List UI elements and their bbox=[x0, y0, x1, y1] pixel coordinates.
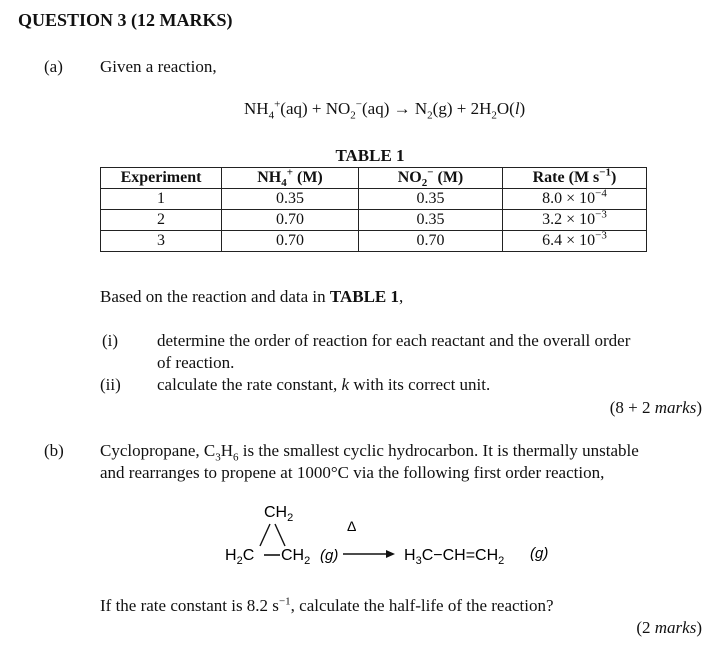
cell-rate bbox=[503, 189, 647, 210]
scheme-phase-reactant: (g) bbox=[320, 547, 339, 564]
part-b-line1-pre: Cyclopropane, C bbox=[100, 441, 216, 460]
cell-exp: 2 bbox=[101, 210, 222, 231]
eq-p2-end: ) bbox=[519, 99, 526, 118]
based-on-text bbox=[100, 287, 403, 307]
based-on-post: , bbox=[399, 287, 404, 306]
header-rate-end: ) bbox=[611, 169, 617, 186]
scheme-phase-product: (g) bbox=[530, 545, 549, 562]
scheme-right-ch2: $CH_2$ bbox=[281, 547, 311, 567]
part-b-marks-end: ) bbox=[696, 618, 702, 637]
cell-rate-base: 6.4 × 10 bbox=[542, 232, 596, 249]
cell-no2: 0.35 bbox=[359, 210, 503, 231]
table-header-row bbox=[101, 168, 647, 189]
ring-bond-right bbox=[275, 524, 285, 546]
eq-r1: NH bbox=[244, 99, 269, 118]
eq-p2-liquid: l bbox=[514, 99, 520, 118]
cell-nh4: 0.70 bbox=[222, 210, 359, 231]
table-row bbox=[101, 231, 647, 252]
sub-i-line2: of reaction. bbox=[157, 353, 235, 372]
part-b-question bbox=[100, 596, 554, 616]
eq-p2-tail: O( bbox=[496, 99, 515, 118]
eq-r1-sub: 4 bbox=[268, 109, 275, 122]
part-b-question-sup: −1 bbox=[278, 595, 291, 608]
eq-r2-sub: 2 bbox=[350, 109, 356, 122]
part-a-marks-num: (8 + 2 bbox=[609, 398, 655, 417]
header-no2-base: NO bbox=[397, 169, 422, 186]
scheme-top-ch: $CH_2$ bbox=[264, 504, 294, 524]
cell-no2: 0.70 bbox=[359, 231, 503, 252]
part-a-marks-word: marks bbox=[654, 398, 697, 417]
part-b-marks-num: (2 bbox=[636, 618, 655, 637]
cell-rate-base: 8.0 × 10 bbox=[542, 190, 596, 207]
sub-i-line1: determine the order of reaction for each reactant and the overall order bbox=[157, 331, 631, 350]
header-rate-sup: −1 bbox=[599, 166, 612, 179]
cell-rate-exp: −4 bbox=[595, 187, 607, 200]
header-nh4-sup: + bbox=[286, 166, 293, 179]
part-b-line1 bbox=[100, 441, 639, 464]
part-b-line2: and rearranges to propene at 1000°C via the following first order reaction, bbox=[100, 463, 605, 482]
part-a-marks-end: ) bbox=[696, 398, 702, 417]
scheme-product: $H_3C-CH=CH_2$ bbox=[404, 547, 505, 567]
header-nh4-sub: 4 bbox=[281, 177, 287, 190]
part-b-mid: H bbox=[220, 441, 233, 460]
cell-nh4: 0.35 bbox=[222, 189, 359, 210]
header-no2 bbox=[359, 168, 503, 189]
part-b-sub2: 6 bbox=[232, 451, 239, 464]
header-nh4-unit: (M) bbox=[293, 169, 323, 186]
header-rate bbox=[503, 168, 647, 189]
header-experiment: Experiment bbox=[101, 168, 222, 189]
part-b-marks-word: marks bbox=[654, 618, 697, 637]
sub-ii-pre: calculate the rate constant, bbox=[157, 375, 342, 394]
part-a-label: (a) bbox=[44, 57, 63, 76]
question-title: QUESTION 3 (12 MARKS) bbox=[18, 10, 233, 30]
part-b-question-post: , calculate the half-life of the reaction? bbox=[290, 596, 554, 615]
cell-no2: 0.35 bbox=[359, 189, 503, 210]
cell-rate-exp: −3 bbox=[595, 208, 607, 221]
part-a-intro: Given a reaction, bbox=[100, 57, 217, 76]
table-row bbox=[101, 210, 647, 231]
sub-i-label: (i) bbox=[102, 331, 119, 350]
eq-r2-sup: − bbox=[355, 98, 363, 111]
ring-bond-left bbox=[260, 524, 270, 546]
cell-rate-exp: −3 bbox=[595, 229, 607, 242]
arrow-head bbox=[386, 550, 395, 558]
reaction-equation bbox=[244, 98, 526, 122]
scheme-left-h2c: $H_2C$ bbox=[225, 547, 255, 567]
header-rate-base: Rate (M s bbox=[532, 169, 600, 186]
cell-nh4: 0.70 bbox=[222, 231, 359, 252]
header-nh4-base: NH bbox=[257, 169, 282, 186]
part-b-question-pre: If the rate constant is 8.2 s bbox=[100, 596, 279, 615]
cell-rate bbox=[503, 231, 647, 252]
eq-p2-sub: 2 bbox=[491, 109, 497, 122]
eq-p1-state: (g) + 2H bbox=[432, 99, 492, 118]
header-no2-sub: 2 bbox=[421, 177, 428, 190]
sub-ii-k: k bbox=[341, 375, 350, 394]
table-row bbox=[101, 189, 647, 210]
part-a-marks bbox=[610, 398, 702, 418]
header-no2-unit: (M) bbox=[433, 169, 464, 186]
part-b-line1-post: is the smallest cyclic hydrocarbon. It is thermally unstable bbox=[238, 441, 639, 460]
part-b-marks bbox=[636, 618, 702, 638]
based-on-bold: TABLE 1 bbox=[329, 287, 400, 306]
eq-p1-sub: 2 bbox=[427, 109, 433, 122]
header-nh4 bbox=[222, 168, 359, 189]
eq-r2-state: (aq) → N bbox=[362, 99, 428, 118]
sub-ii-label: (ii) bbox=[100, 375, 121, 394]
cell-rate bbox=[503, 210, 647, 231]
cell-exp: 1 bbox=[101, 189, 222, 210]
table-title: TABLE 1 bbox=[335, 146, 405, 165]
delta-symbol: Δ bbox=[347, 518, 357, 534]
sub-ii-post: with its correct unit. bbox=[349, 375, 491, 394]
part-b-label: (b) bbox=[44, 441, 64, 460]
eq-r1-state: (aq) + NO bbox=[280, 99, 351, 118]
cell-exp: 3 bbox=[101, 231, 222, 252]
part-b-sub1: 3 bbox=[215, 451, 221, 464]
data-table bbox=[100, 167, 647, 252]
header-no2-sup: − bbox=[427, 166, 434, 179]
sub-ii-text bbox=[157, 375, 490, 395]
eq-r1-sup: + bbox=[274, 98, 281, 111]
based-on-pre: Based on the reaction and data in bbox=[100, 287, 330, 306]
reaction-scheme bbox=[220, 500, 560, 570]
cell-rate-base: 3.2 × 10 bbox=[542, 211, 596, 228]
